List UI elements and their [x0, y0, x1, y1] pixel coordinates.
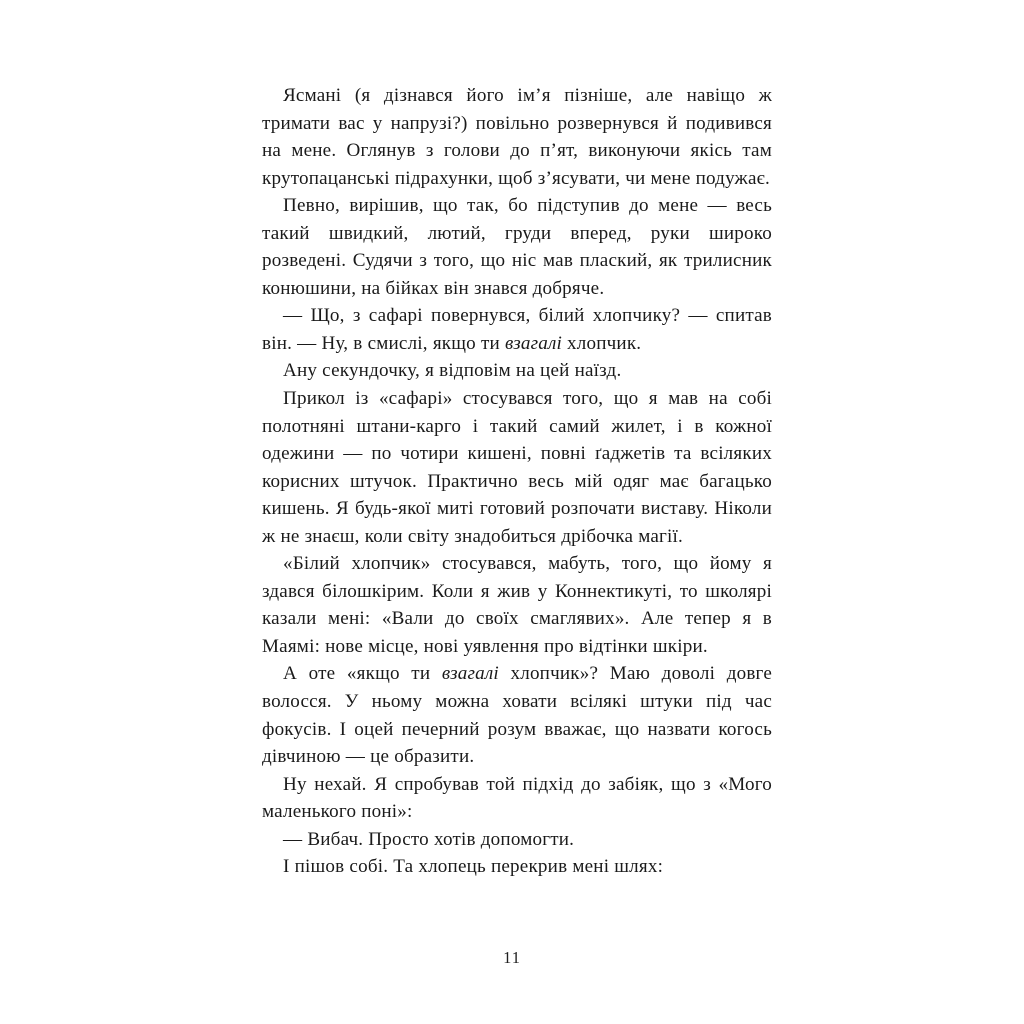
text-run: Ану секундочку, я відповім на цей наїзд. — [283, 360, 622, 382]
paragraph — [262, 550, 772, 660]
text-run: Прикол із «сафарі» стосувався того, що я мав на собі полотняні штани-карго і такий самий жилет, і в кожної одежини — по чотири кишені, повні ґаджетів та всіляких корисних штучок. Практично весь мій одяг має багацько кишень. Я будь-якої миті готовий розпочати виставу. Ніколи ж не знаєш, коли світу знадобиться дрібочка магії. — [262, 388, 772, 547]
text-run: Ну нехай. Я спробував той підхід до забіяк, що з «Мого маленького поні»: — [262, 773, 772, 823]
text-run: хлопчик. — [561, 332, 642, 354]
paragraph — [262, 302, 772, 357]
emphasis-text: взагалі — [441, 663, 499, 685]
emphasis-text: взагалі — [504, 332, 562, 354]
paragraph — [262, 192, 772, 302]
paragraph — [262, 771, 772, 826]
text-run: Певно, вирішив, що так, бо підступив до мене — весь такий швидкий, лютий, груди вперед, руки широко розведені. Судячи з того, що ніс мав плаский, як трилисник конюшини, на бійках він знався добряче. — [262, 195, 772, 299]
text-run: — Вибач. Просто хотів допомогти. — [283, 828, 575, 850]
text-run: хлопчик»? Маю доволі довге волосся. У ньому можна ховати всілякі штуки під час фокусів. І оцей печерний розум вважає, що назвати когось дівчиною — це образити. — [262, 663, 772, 768]
paragraph — [262, 357, 772, 385]
paragraph — [262, 82, 772, 192]
text-run: А оте «якщо ти — [283, 663, 442, 685]
body-text-block — [262, 82, 772, 881]
paragraph — [262, 660, 772, 770]
paragraph — [262, 853, 772, 881]
paragraph — [262, 826, 772, 854]
paragraph — [262, 385, 772, 550]
text-run: «Білий хлопчик» стосувався, мабуть, того, що йому я здався білошкірим. Коли я жив у Коннектикуті, то школярі казали мені: «Вали до своїх смаглявих». Але тепер я в Маямі: нове місце, нові уявлення про відтінки шкіри. — [262, 553, 772, 657]
page-number: 11 — [503, 948, 521, 967]
text-run: — Що, з сафарі повернувся, білий хлопчику? — спитав він. — Ну, в смислі, якщо ти — [262, 305, 772, 354]
text-run: Ясмані (я дізнався його ім’я пізніше, але навіщо ж тримати вас у напрузі?) повільно розвернувся й подивився на мене. Оглянув з голови до п’ят, виконуючи якісь там крутопацанські підрахунки, щоб з’ясувати, чи мене подужає. — [262, 85, 772, 189]
text-run: І пішов собі. Та хлопець перекрив мені шлях: — [283, 856, 664, 878]
